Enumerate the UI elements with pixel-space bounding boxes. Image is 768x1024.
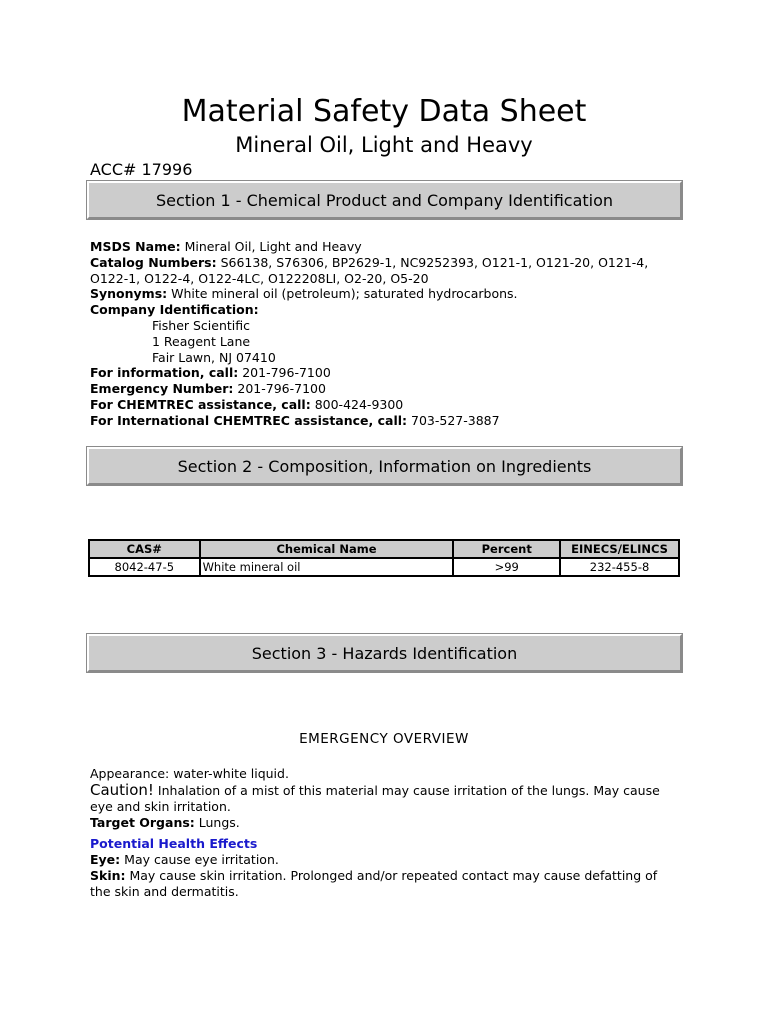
chemtrec-phone-row	[90, 397, 648, 413]
skin-text: May cause skin irritation. Prolonged and/or repeated contact may cause defatting of the skin and dermatitis.	[90, 868, 658, 899]
eye-label: Eye:	[90, 852, 121, 867]
catalog-row-continued	[90, 271, 648, 287]
col-header-einecs: EINECS/ELINCS	[560, 540, 679, 558]
catalog-label: Catalog Numbers:	[90, 254, 217, 270]
msds-name-row	[90, 239, 648, 255]
intl-chemtrec-phone-value: 703-527-3887	[411, 412, 500, 428]
target-organs-label: Target Organs:	[90, 815, 195, 830]
page-subtitle: Mineral Oil, Light and Heavy	[235, 133, 533, 157]
intl-chemtrec-phone-label: For International CHEMTREC assistance, call:	[90, 412, 408, 428]
col-header-cas: CAS#	[89, 540, 200, 558]
section-1-title: Section 1 - Chemical Product and Company Identification	[155, 190, 614, 210]
col-header-chemical-name: Chemical Name	[200, 540, 454, 558]
info-phone-label: For information, call:	[90, 365, 239, 381]
caution-label: Caution!	[90, 781, 154, 799]
hazard-overview-block	[90, 766, 680, 831]
intl-chemtrec-phone-row	[90, 413, 648, 429]
composition-table	[88, 539, 680, 577]
page-title: Material Safety Data Sheet	[181, 94, 587, 129]
chemtrec-phone-value: 800-424-9300	[314, 396, 404, 412]
chemical-name-cell: White mineral oil	[200, 558, 454, 576]
skin-label: Skin:	[90, 868, 126, 883]
skin-row	[90, 868, 680, 900]
msds-name-label: MSDS Name:	[90, 239, 181, 254]
acc-number: ACC# 17996	[90, 160, 193, 179]
company-name: Fisher Scientific	[152, 317, 251, 333]
info-phone-value: 201-796-7100	[242, 365, 331, 381]
info-phone-row	[90, 365, 648, 381]
synonyms-value: White mineral oil (petroleum); saturated hydrocarbons.	[171, 286, 518, 302]
msds-name-value: Mineral Oil, Light and Heavy	[184, 239, 362, 254]
eye-text: May cause eye irritation.	[124, 852, 279, 867]
emergency-overview-heading: EMERGENCY OVERVIEW	[299, 731, 469, 747]
identification-block	[90, 239, 648, 429]
percent-cell: >99	[453, 558, 560, 576]
target-organs-value: Lungs.	[198, 815, 240, 830]
composition-header-row	[89, 540, 679, 558]
company-row	[90, 302, 648, 318]
col-header-percent: Percent	[453, 540, 560, 558]
health-effects-block	[90, 836, 680, 900]
einecs-cell: 232-455-8	[560, 558, 679, 576]
caution-row	[90, 782, 680, 815]
company-label: Company Identification:	[90, 302, 259, 318]
chemtrec-phone-label: For CHEMTREC assistance, call:	[90, 396, 311, 412]
synonyms-row	[90, 286, 648, 302]
company-street: 1 Reagent Lane	[152, 333, 251, 349]
section-2-header	[87, 447, 682, 485]
caution-text: Inhalation of a mist of this material may cause irritation of the lungs. May cause eye and skin irritation.	[90, 783, 660, 814]
synonyms-label: Synonyms:	[90, 286, 168, 302]
health-effects-heading: Potential Health Effects	[90, 836, 258, 851]
table-row	[89, 558, 679, 576]
company-city: Fair Lawn, NJ 07410	[152, 349, 276, 365]
catalog-value-line2: O122-1, O122-4, O122-4LC, O122208LI, O2-20, O5-20	[90, 270, 429, 286]
section-3-header	[87, 634, 682, 672]
emergency-phone-label: Emergency Number:	[90, 381, 234, 397]
eye-row	[90, 852, 680, 868]
emergency-phone-row	[90, 381, 648, 397]
appearance-text: Appearance: water-white liquid.	[90, 766, 289, 781]
catalog-row	[90, 255, 648, 271]
cas-cell: 8042-47-5	[89, 558, 200, 576]
emergency-phone-value: 201-796-7100	[237, 381, 326, 397]
catalog-value-line1: S66138, S76306, BP2629-1, NC9252393, O121-1, O121-20, O121-4,	[220, 254, 649, 270]
section-1-header	[87, 181, 682, 219]
section-3-title: Section 3 - Hazards Identification	[251, 643, 518, 663]
target-organs-row	[90, 815, 680, 831]
section-2-title: Section 2 - Composition, Information on Ingredients	[177, 456, 592, 476]
